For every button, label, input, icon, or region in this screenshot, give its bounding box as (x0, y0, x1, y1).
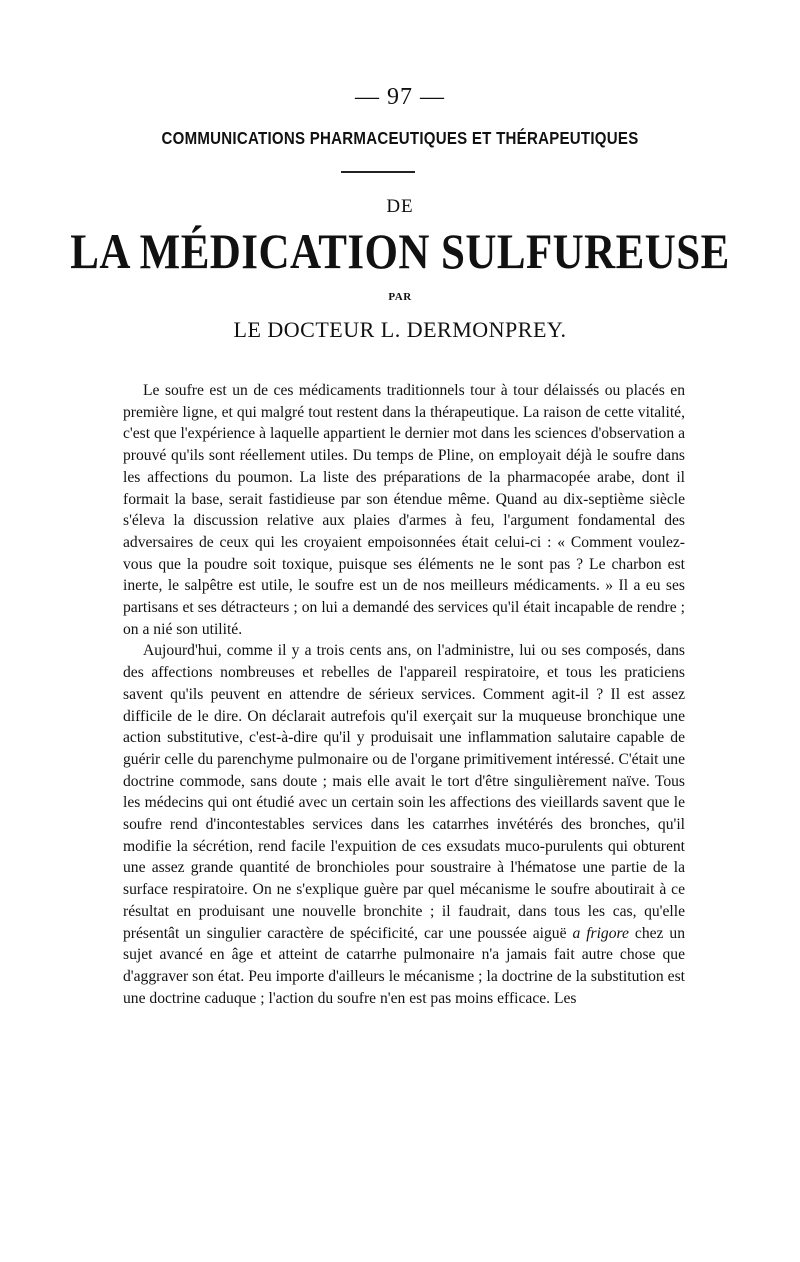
title-preposition: DE (386, 196, 414, 217)
article-title: LA MÉDICATION SULFUREUSE (70, 223, 730, 279)
paragraph-2-italic: a frigore (572, 924, 629, 942)
page-number: — 97 — (355, 84, 445, 110)
author-name: LE DOCTEUR L. DERMONPREY. (233, 317, 567, 342)
divider-rule (341, 171, 415, 173)
paragraph-2-part-b: chez un sujet avancé en âge et atteint de catarrhe pulmonaire n'a jamais fait autre chose que d'aggraver son état. Peu importe d'ailleurs le mécanisme ; la doctrine de la substitution est une doctrine caduque ; l'action du soufre n'en est pas moins efficace. Les (123, 924, 685, 1007)
byline-par: PAR (388, 291, 412, 303)
paragraph-1: Le soufre est un de ces médicaments traditionnels tour à tour délaissés ou placés en première ligne, et qui malgré tout restent dans la thérapeutique. La raison de cette vitalité, c'est que l'expérience à laquelle appartient le dernier mot dans les sciences d'observation a prouvé qu'ils sont réellement utiles. Du temps de Pline, on employait déjà le soufre dans les affections du poumon. La liste des préparations de la pharmacopée arabe, dont il formait la base, serait fastidieuse par son étendue même. Quand au dix-septième siècle s'éleva la discussion relative aux plaies d'armes à feu, l'argument fondamental des adversaires de ceux qui les croyaient empoisonnées était celui-ci : « Comment voulez-vous que la poudre soit toxique, puisque ses éléments ne le sont pas ? Le charbon est inerte, le salpêtre est utile, le soufre est un de nos meilleurs médicaments. » Il a eu ses partisans et ses détracteurs ; on lui a demandé des services qu'il était incapable de rendre ; on a nié son utilité. (123, 382, 685, 638)
paragraph-2-part-a: Aujourd'hui, comme il y a trois cents ans, on l'administre, lui ou ses composés, dans des affections nombreuses et rebelles de l'appareil respiratoire, et tous les praticiens savent qu'ils peuvent en attendre de sérieux services. Comment agit-il ? Il est assez difficile de le dire. On déclarait autrefois qu'il exerçait sur la muqueuse bronchique une action substitutive, c'est-à-dire qu'il y produisait une inflammation salutaire capable de guérir celle du parenchyme pulmonaire ou de l'organe primitivement intéressé. C'était une doctrine commode, sans doute ; mais elle avait le tort d'être singulièrement naïve. Tous les médecins qui ont étudié avec un certain soin les affections des vieillards savent que le soufre rend d'incontestables services dans les catarrhes invétérés des bronches, qu'il modifie la sécrétion, rend facile l'expuition de ces exsudats muco-purulents qui obturent une assez grande quantité de bronchioles pour soustraire à l'hématose une partie de la surface respiratoire. On ne s'explique guère par quel mécanisme le soufre aboutirait à ce résultat en produisant une nouvelle bronchite ; il faudrait, dans tous les cas, qu'elle présentât un singulier caractère de spécificité, car une poussée aiguë (123, 642, 685, 942)
article-body (123, 380, 685, 1009)
section-heading: COMMUNICATIONS PHARMACEUTIQUES ET THÉRAPEUTIQUES (161, 128, 639, 148)
paragraph-2 (123, 640, 685, 1009)
